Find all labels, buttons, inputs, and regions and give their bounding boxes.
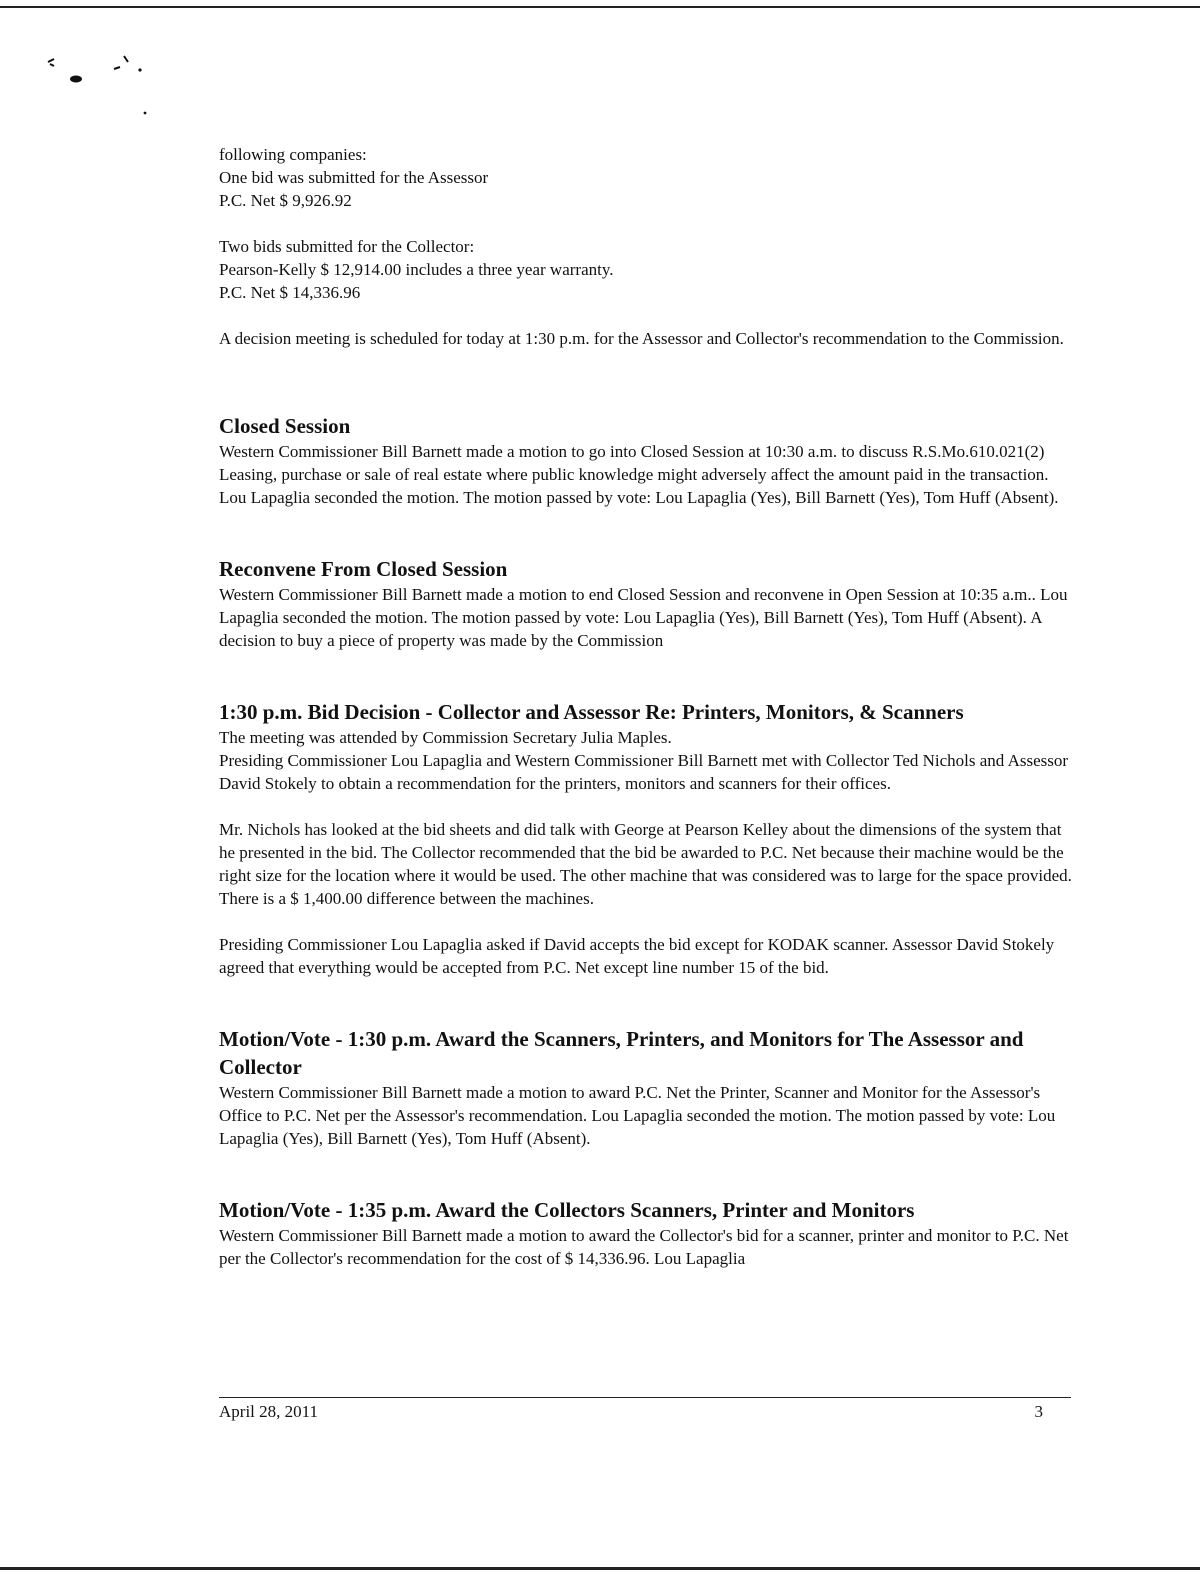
- intro-line: One bid was submitted for the Assessor: [219, 168, 489, 187]
- section-paragraph: Western Commissioner Bill Barnett made a motion to go into Closed Session at 10:30 a.m. to discuss R.S.Mo.610.021(2) Leasing, purchase or sale of real estate where public knowledge might adversely affect the amount paid in the transaction. Lou Lapaglia seconded the motion. The motion passed by vote: Lou Lapaglia (Yes), Bill Barnett (Yes), Tom Huff (Absent).: [219, 442, 1059, 507]
- section-paragraph: The meeting was attended by Commission Secretary Julia Maples.: [219, 728, 672, 747]
- intro-line: P.C. Net $ 9,926.92: [219, 191, 352, 210]
- section-reconvene: [219, 555, 1079, 652]
- section-heading: Reconvene From Closed Session: [219, 557, 508, 581]
- page-footer: [219, 1397, 1071, 1421]
- section-paragraph: Western Commissioner Bill Barnett made a motion to award P.C. Net the Printer, Scanner and Monitor for the Assessor's Office to P.C. Net per the Assessor's recommendation. Lou Lapaglia seconded the motion. The motion passed by vote: Lou Lapaglia (Yes), Bill Barnett (Yes), Tom Huff (Absent).: [219, 1083, 1056, 1148]
- collector-bid-line: P.C. Net $ 14,336.96: [219, 283, 361, 302]
- footer-date: April 28, 2011: [219, 1402, 319, 1421]
- section-paragraph: Presiding Commissioner Lou Lapaglia asked if David accepts the bid except for KODAK scanner. Assessor David Stokely agreed that everything would be accepted from P.C. Net except line number 15 of the bid.: [219, 935, 1055, 977]
- collector-bid-line: Pearson-Kelly $ 12,914.00 includes a three year warranty.: [219, 260, 614, 279]
- collector-bid-line: Two bids submitted for the Collector:: [219, 237, 475, 256]
- section-heading: 1:30 p.m. Bid Decision - Collector and Assessor Re: Printers, Monitors, & Scanners: [219, 700, 964, 724]
- scan-specks: [40, 50, 160, 130]
- intro-bids: [219, 143, 1079, 350]
- section-heading: Motion/Vote - 1:35 p.m. Award the Collectors Scanners, Printer and Monitors: [219, 1198, 915, 1222]
- section-paragraph: Mr. Nichols has looked at the bid sheets and did talk with George at Pearson Kelley about the dimensions of the system that he presented in the bid. The Collector recommended that the bid be awarded to P.C. Net because their machine would be the right size for the location where it would be used. The other machine that was considered was to large for the space provided. There is a $ 1,400.00 difference between the machines.: [219, 820, 1072, 908]
- page-number: 3: [1034, 1402, 1043, 1421]
- section-closed-session: [219, 412, 1079, 509]
- section-motion-assessor: [219, 1025, 1079, 1150]
- page-top-edge: [0, 0, 1200, 8]
- intro-line: following companies:: [219, 145, 367, 164]
- section-paragraph: Western Commissioner Bill Barnett made a motion to end Closed Session and reconvene in Open Session at 10:35 a.m.. Lou Lapaglia seconded the motion. The motion passed by vote: Lou Lapaglia (Yes), Bill Barnett (Yes), Tom Huff (Absent). A decision to buy a piece of property was made by the Commission: [219, 585, 1068, 650]
- page-bottom-edge: [0, 1567, 1200, 1570]
- section-paragraph: Presiding Commissioner Lou Lapaglia and Western Commissioner Bill Barnett met with Collector Ted Nichols and Assessor David Stokely to obtain a recommendation for the printers, monitors and scanners for their offices.: [219, 751, 1069, 793]
- section-heading: Closed Session: [219, 414, 351, 438]
- document-body: [219, 143, 1079, 1270]
- section-bid-decision: [219, 698, 1079, 979]
- section-motion-collector: [219, 1196, 1079, 1270]
- section-paragraph: Western Commissioner Bill Barnett made a motion to award the Collector's bid for a scanner, printer and monitor to P.C. Net per the Collector's recommendation for the cost of $ 14,336.96. Lou Lapaglia: [219, 1226, 1069, 1268]
- decision-meeting-note: A decision meeting is scheduled for today at 1:30 p.m. for the Assessor and Collector's recommendation to the Commission.: [219, 329, 1064, 348]
- section-heading: Motion/Vote - 1:30 p.m. Award the Scanners, Printers, and Monitors for The Assessor and Collector: [219, 1027, 1024, 1079]
